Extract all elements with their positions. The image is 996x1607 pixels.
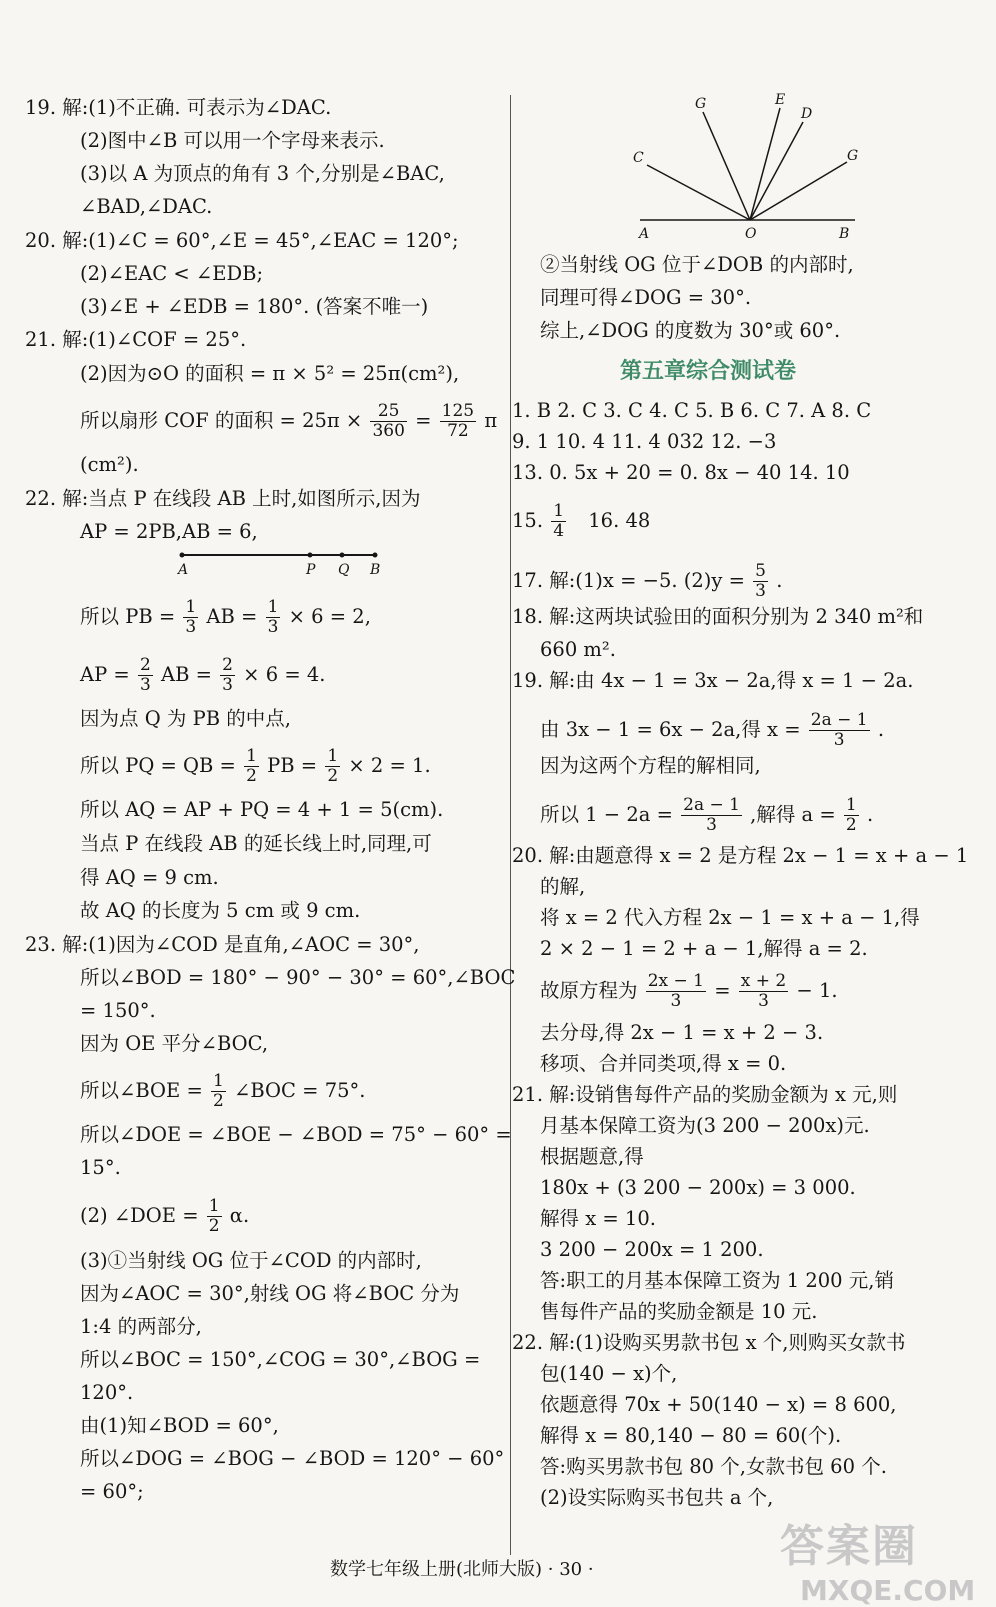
q23-line: 因为∠AOC = 30°,射线 OG 将∠BOC 分为 — [80, 1282, 460, 1305]
denominator: 3 — [185, 617, 197, 637]
q22-text: AB = — [160, 663, 212, 686]
answer-line: 660 m². — [540, 638, 616, 661]
q22-line: 所以 AQ = AP + PQ = 4 + 1 = 5(cm). — [80, 798, 444, 821]
numerator: 1 — [208, 1196, 220, 1216]
fraction — [266, 598, 281, 637]
q23-line: = 60°; — [80, 1480, 144, 1503]
q23-boe-line — [80, 1072, 365, 1111]
q23-line: (3)①当射线 OG 位于∠COD 的内部时, — [80, 1249, 422, 1272]
numerator: 1 — [213, 1071, 224, 1091]
q22-text: × 2 = 1. — [348, 754, 431, 777]
label-p: P — [306, 562, 316, 578]
q20-line: (3)∠E + ∠EDB = 180°. (答案不唯一) — [80, 295, 429, 318]
answer-text: 15. — [512, 509, 544, 532]
denominator: 3 — [222, 675, 233, 695]
q20-text: − 1. — [796, 979, 838, 1002]
q22-line: (2)设实际购买书包共 a 个, — [540, 1486, 774, 1509]
q22-ap-line — [80, 656, 325, 695]
q22-pb-line — [80, 598, 371, 637]
fraction — [211, 1072, 226, 1111]
q21-line: 21. 解:设销售每件产品的奖励金额为 x 元,则 — [512, 1083, 898, 1106]
denominator: 3 — [758, 991, 769, 1011]
q20-equation-line — [540, 972, 838, 1011]
q21-line: 售每件产品的奖励金额是 10 元. — [540, 1300, 818, 1323]
ray-og-upper — [703, 112, 750, 220]
q23-cont-line: 综上,∠DOG 的度数为 30°或 60°. — [540, 319, 841, 342]
q23-doe-line — [80, 1197, 249, 1236]
watermark-text: 答案圈 — [780, 1521, 918, 1572]
label-e: E — [775, 92, 786, 108]
point-q — [340, 553, 345, 558]
label-d: D — [801, 106, 813, 122]
denominator: 2 — [208, 1216, 220, 1236]
denominator: 4 — [553, 521, 565, 541]
fraction — [138, 656, 153, 695]
fraction — [739, 972, 788, 1011]
q19-line: (2)图中∠B 可以用一个字母来表示. — [80, 129, 385, 152]
q22-text: AB = — [206, 605, 258, 628]
q20-line: 20. 解:(1)∠C = 60°,∠E = 45°,∠EAC = 120°; — [25, 229, 459, 252]
fraction — [753, 562, 768, 601]
answer-text: 16. 48 — [588, 509, 651, 532]
numerator: 5 — [755, 561, 766, 581]
q23-line: 120°. — [80, 1381, 134, 1404]
q19-a-line — [540, 796, 873, 835]
denominator: 3 — [139, 675, 151, 695]
answer-line: 18. 解:这两块试验田的面积分别为 2 340 m²和 — [512, 605, 924, 628]
q19-text: 由 3x − 1 = 6x − 2a,得 x = — [540, 718, 801, 741]
ray-oc — [647, 165, 750, 220]
q23-text: (2) ∠DOE = — [80, 1204, 199, 1227]
q19-text: ,解得 a = — [750, 803, 836, 826]
fraction — [220, 656, 235, 695]
numerator: 25 — [370, 402, 406, 422]
label-g: G — [847, 148, 859, 164]
q23-line: = 150°. — [80, 999, 156, 1022]
label-g-upper: G — [695, 96, 707, 112]
fraction — [183, 598, 198, 637]
denominator: 2 — [845, 815, 857, 835]
q23-line: 所以∠DOE = ∠BOE − ∠BOD = 75° − 60° = — [80, 1123, 512, 1146]
answer-text: 17. 解:(1)x = −5. (2)y = — [512, 569, 745, 592]
segment-diagram — [170, 545, 390, 580]
q22-line: 依题意得 70x + 50(140 − x) = 8 600, — [540, 1393, 897, 1416]
q19-x-line — [540, 711, 884, 750]
numerator: 1 — [553, 501, 565, 521]
q22-line: 故 AQ 的长度为 5 cm 或 9 cm. — [80, 899, 361, 922]
numerator: 1 — [185, 597, 197, 617]
q23-line: 所以∠BOC = 150°,∠COG = 30°,∠BOG = — [80, 1348, 481, 1371]
q20-line: 去分母,得 2x − 1 = x + 2 − 3. — [540, 1021, 824, 1044]
q20-line: 将 x = 2 代入方程 2x − 1 = x + a − 1,得 — [540, 906, 920, 929]
ray-od — [750, 122, 803, 220]
numerator: 1 — [267, 597, 279, 617]
label-o: O — [745, 226, 757, 242]
answer-text: . — [776, 569, 783, 592]
q21-line: (2)因为⊙O 的面积 = π × 5² = 25π(cm²), — [80, 362, 460, 385]
point-b — [373, 553, 378, 558]
label-q: Q — [338, 562, 350, 578]
q19-text: 所以 1 − 2a = — [540, 803, 673, 826]
q20-line: 20. 解:由题意得 x = 2 是方程 2x − 1 = x + a − 1 — [512, 844, 969, 867]
denominator: 360 — [372, 421, 405, 441]
q21-line: 答:职工的月基本保障工资为 1 200 元,销 — [540, 1269, 894, 1292]
watermark-logo — [780, 1510, 980, 1607]
q19-text: . — [866, 803, 874, 826]
chapter-heading: 第五章综合测试卷 — [620, 359, 797, 384]
q20-line: 的解, — [540, 875, 586, 898]
q19-line: (3)以 A 为顶点的角有 3 个,分别是∠BAC, — [80, 162, 445, 185]
label-b: B — [839, 226, 850, 242]
numerator: x + 2 — [740, 971, 787, 991]
q20-line: (2)∠EAC < ∠EDB; — [80, 262, 264, 285]
q19-line: 19. 解:(1)不正确. 可表示为∠DAC. — [25, 96, 332, 119]
fraction — [551, 502, 566, 541]
page-footer: 数学七年级上册(北师大版) · 30 · — [330, 1559, 594, 1580]
fraction — [646, 972, 706, 1011]
numerator: 1 — [327, 746, 339, 766]
numerator: 1 — [845, 795, 857, 815]
q22-line: 当点 P 在线段 AB 的延长线上时,同理,可 — [80, 832, 432, 855]
denominator: 2 — [213, 1091, 224, 1111]
numerator: 2a − 1 — [683, 795, 740, 815]
numerator: 1 — [246, 746, 257, 766]
q22-text: × 6 = 2, — [288, 605, 371, 628]
page-divider — [510, 95, 511, 1555]
q21-line: (cm²). — [80, 453, 139, 476]
q19-line: ∠BAD,∠DAC. — [80, 195, 213, 218]
pi-symbol: π — [484, 409, 498, 432]
denominator: 72 — [447, 421, 469, 441]
answer-line: 1. B 2. C 3. C 4. C 5. B 6. C 7. A 8. C — [512, 399, 872, 422]
q23-text: α. — [229, 1204, 250, 1227]
point-p — [308, 553, 313, 558]
ray-og — [750, 162, 847, 220]
q23-text: 所以∠BOE = — [80, 1079, 203, 1102]
q23-line: 所以∠DOG = ∠BOG − ∠BOD = 120° − 60° — [80, 1447, 505, 1470]
q21-line: 21. 解:(1)∠COF = 25°. — [25, 328, 247, 351]
q22-line: 答:购买男款书包 80 个,女款书包 60 个. — [540, 1455, 887, 1478]
point-a — [180, 553, 185, 558]
q22-line: 22. 解:(1)设购买男款书包 x 个,则购买女款书 — [512, 1331, 906, 1354]
denominator: 3 — [706, 815, 717, 835]
q22-text: AP = — [80, 663, 130, 686]
q23-cont-line: ②当射线 OG 位于∠DOB 的内部时, — [540, 253, 854, 276]
q22-text: 所以 PQ = QB = — [80, 754, 236, 777]
watermark-url: MXQE.COM — [800, 1574, 976, 1607]
fraction — [370, 402, 406, 441]
denominator: 3 — [267, 617, 279, 637]
fraction — [440, 402, 476, 441]
q22-text: PB = — [267, 754, 318, 777]
label-a: A — [639, 226, 650, 242]
answer-line: 13. 0. 5x + 20 = 0. 8x − 40 14. 10 — [512, 461, 850, 484]
fraction — [244, 747, 259, 786]
q23-line: 因为 OE 平分∠BOC, — [80, 1032, 269, 1055]
equals-sign: = — [415, 409, 432, 432]
q21-line: 解得 x = 10. — [540, 1207, 656, 1230]
answer-line: 9. 1 10. 4 11. 4 032 12. −3 — [512, 430, 777, 453]
q21-text: 所以扇形 COF 的面积 = 25π × — [80, 409, 363, 432]
q23-line: 所以∠BOD = 180° − 90° − 30° = 60°,∠BOC — [80, 966, 516, 989]
q22-line: 得 AQ = 9 cm. — [80, 866, 219, 889]
numerator: 2 — [139, 655, 151, 675]
equals-sign: = — [714, 979, 731, 1002]
q22-line: 包(140 − x)个, — [540, 1362, 678, 1385]
q20-text: 故原方程为 — [540, 979, 638, 1002]
angle-diagram — [625, 90, 875, 245]
q19-line: 因为这两个方程的解相同, — [540, 754, 761, 777]
fraction — [325, 747, 340, 786]
label-c: C — [633, 150, 644, 166]
denominator: 3 — [755, 581, 766, 601]
q21-line: 根据题意,得 — [540, 1145, 644, 1168]
fraction — [207, 1197, 222, 1236]
q23-line: 1:4 的两部分, — [80, 1315, 202, 1338]
answer-line-15 — [512, 502, 650, 541]
denominator: 2 — [327, 766, 339, 786]
q20-line: 移项、合并同类项,得 x = 0. — [540, 1052, 787, 1075]
q22-line: AP = 2PB,AB = 6, — [80, 520, 258, 543]
numerator: 2a − 1 — [810, 710, 868, 730]
denominator: 3 — [833, 730, 845, 750]
denominator: 2 — [246, 766, 257, 786]
q21-sector-line — [80, 402, 497, 441]
label-b: B — [370, 562, 381, 578]
fraction — [681, 796, 742, 835]
q22-text: 所以 PB = — [80, 605, 176, 628]
numerator: 2x − 1 — [647, 971, 704, 991]
q21-line: 3 200 − 200x = 1 200. — [540, 1238, 764, 1261]
q22-line: 22. 解:当点 P 在线段 AB 上时,如图所示,因为 — [25, 487, 421, 510]
numerator: 2 — [222, 655, 233, 675]
q22-pq-line — [80, 747, 431, 786]
q22-text: × 6 = 4. — [243, 663, 326, 686]
q19-text: . — [877, 718, 885, 741]
denominator: 3 — [670, 991, 682, 1011]
q21-line: 180x + (3 200 − 200x) = 3 000. — [540, 1176, 856, 1199]
fraction — [844, 796, 859, 835]
q20-line: 2 × 2 − 1 = 2 + a − 1,解得 a = 2. — [540, 937, 868, 960]
q23-line: 15°. — [80, 1156, 121, 1179]
q23-text: ∠BOC = 75°. — [234, 1079, 366, 1102]
q22-line: 解得 x = 80,140 − 80 = 60(个). — [540, 1424, 842, 1447]
ray-oe — [750, 108, 780, 220]
answer-line-17 — [512, 562, 782, 601]
numerator: 125 — [441, 401, 475, 421]
q23-line: 23. 解:(1)因为∠COD 是直角,∠AOC = 30°, — [25, 933, 420, 956]
fraction — [809, 711, 870, 750]
q22-line: 因为点 Q 为 PB 的中点, — [80, 707, 291, 730]
q19-line: 19. 解:由 4x − 1 = 3x − 2a,得 x = 1 − 2a. — [512, 669, 914, 692]
q21-line: 月基本保障工资为(3 200 − 200x)元. — [540, 1114, 870, 1137]
label-a: A — [178, 562, 189, 578]
q23-line: 由(1)知∠BOD = 60°, — [80, 1414, 279, 1437]
q23-cont-line: 同理可得∠DOG = 30°. — [540, 286, 752, 309]
